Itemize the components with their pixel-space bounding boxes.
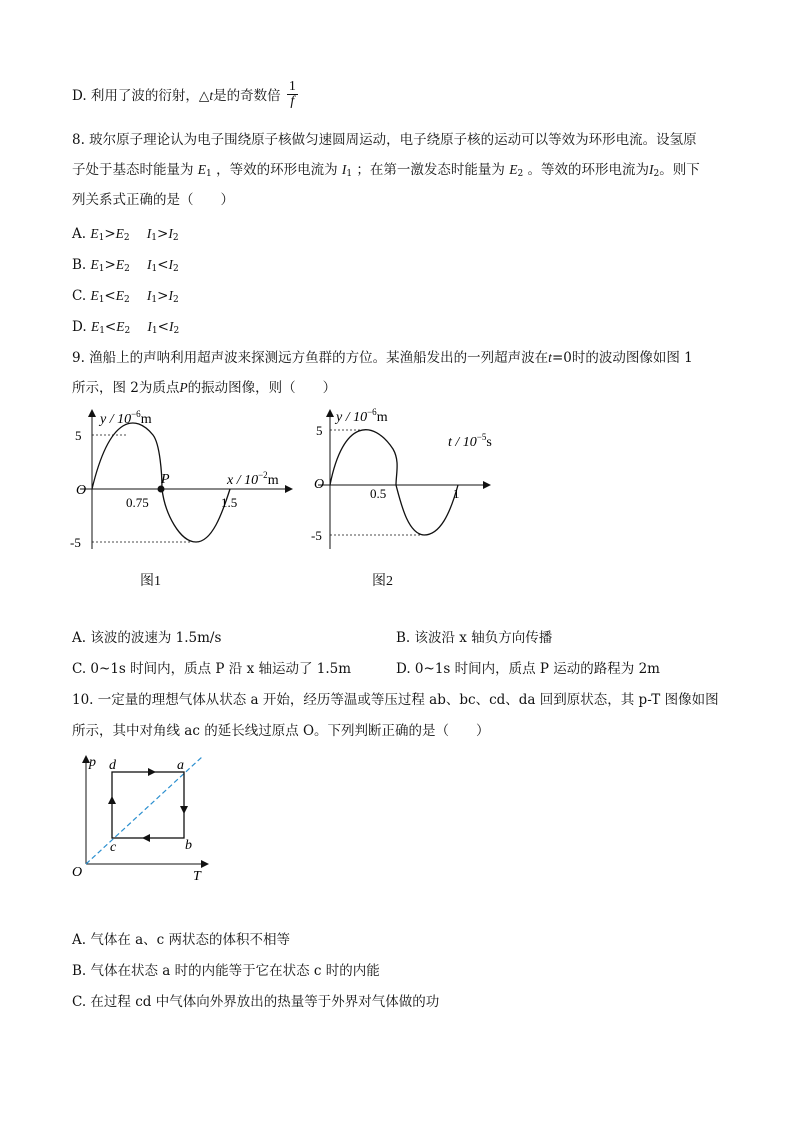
q10-option-a: A. 气体在 a、c 两状态的体积不相等	[72, 932, 291, 948]
q8-option-c-label: C.	[72, 288, 87, 304]
q9-text-a: 9. 渔船上的声呐利用超声波来探测远方鱼群的方位。某渔船发出的一列超声波在	[72, 350, 549, 366]
q8-stem-line2: 子处于基态时能量为 $E_1$ ，等效的环形电流为 $I_1$ ；在第一激发态时能量为 $E_2$ 。等效的环形电流为$I_2$。则下	[72, 162, 700, 179]
fraction-denominator: f	[290, 94, 295, 109]
fig2-xtick-1: 1	[453, 486, 460, 501]
q8-option-d-rel1: <	[104, 319, 117, 335]
q8-option-b: B. $E_1>E_2$ $I_1<I_2$	[72, 257, 179, 274]
q8-option-c-rel1: <	[104, 288, 116, 304]
q8-option-b-rel2: <	[157, 257, 169, 273]
q8-text-c: ；在第一激发态时能量为	[356, 162, 505, 178]
fig2-ylabel: y / $10^{-6}m$	[336, 407, 388, 425]
q10-pt-diagram	[66, 752, 216, 887]
fig2-vibration-curve	[330, 430, 458, 535]
q8-option-a-label: A.	[72, 226, 87, 242]
q7-option-d-prefix: D. 利用了波的衍射，△	[72, 88, 210, 104]
pt-origin-label: O	[72, 865, 83, 880]
q10-option-c: C. 在过程 cd 中气体向外界放出的热量等于外界对气体做的功	[72, 994, 440, 1010]
q8-option-b-rel1: >	[104, 257, 116, 273]
q8-option-b-label: B.	[72, 257, 87, 273]
q9-text-c: 所示，图 2为质点	[72, 380, 180, 396]
q8-stem-line3: 列关系式正确的是（ ）	[72, 192, 234, 208]
q8-option-a: A. $E_1>E_2$ $I_1>I_2$	[72, 226, 179, 243]
q8-e1-symbol: E	[197, 162, 207, 177]
q9-stem-line1	[72, 348, 693, 368]
q7-option-d-mid: 是的奇数倍	[213, 88, 281, 104]
pt-point-b: b	[185, 838, 192, 853]
q9-p-var: P	[179, 380, 188, 395]
pt-t-label: T	[193, 869, 201, 884]
q8-option-d-rel2: <	[157, 319, 169, 335]
fig1-xtick-075: 0.75	[126, 495, 149, 510]
fraction-1-over-f	[287, 80, 298, 109]
q9-text-d: 的振动图像，则（ ）	[187, 380, 337, 396]
q10-stem-line2: 所示，其中对角线 ac 的延长线过原点 O。下列判断正确的是（ ）	[72, 723, 490, 739]
q8-option-d: D. $E_1<E_2$ $I_1<I_2$	[72, 319, 180, 336]
q7-option-d-var: t	[209, 88, 214, 103]
q9-option-d: D. 0~1s 时间内，质点 P 运动的路程为 2m	[396, 661, 660, 677]
fig1-ytick-neg: -5	[70, 535, 81, 550]
q8-i1-symbol: I	[341, 162, 347, 177]
q8-text-a: 子处于基态时能量为	[72, 162, 194, 178]
fig2-caption: 图2	[372, 574, 393, 589]
fig1-ylabel: y / $10^{-6}m$	[100, 409, 152, 427]
q10-stem-line1: 10. 一定量的理想气体从状态 a 开始，经历等温或等压过程 ab、bc、cd、da 回到原状态，其 p-T 图像如图	[72, 692, 719, 708]
pt-point-a: a	[177, 758, 184, 773]
fig1-origin-label: O	[76, 483, 87, 498]
q8-option-d-label: D.	[72, 319, 87, 335]
q8-text-d: 。等效的环形电流为	[527, 162, 649, 178]
fig2-ytick-neg: -5	[311, 528, 322, 543]
q9-option-a: A. 该波的波速为 1.5m/s	[72, 630, 222, 646]
q8-text-b: ，等效的环形电流为	[216, 162, 338, 178]
q8-option-c: C. $E_1<E_2$ $I_1>I_2$	[72, 288, 179, 305]
q10-option-b: B. 气体在状态 a 时的内能等于它在状态 c 时的内能	[72, 963, 380, 979]
fig1-point-p-label: P	[161, 472, 170, 487]
q9-option-b: B. 该波沿 x 轴负方向传播	[396, 630, 553, 646]
pt-cycle-abcd	[112, 772, 184, 838]
fig1-ytick-pos: 5	[75, 428, 82, 443]
q9-figure-2-vibration-graph	[308, 404, 508, 554]
pt-point-d: d	[109, 758, 116, 773]
fraction-numerator: 1	[288, 79, 296, 94]
q9-option-c: C. 0~1s 时间内，质点 P 沿 x 轴运动了 1.5m	[72, 661, 352, 677]
pt-p-label: p	[89, 755, 96, 770]
q8-text-e: 。则下	[659, 162, 700, 178]
fig2-origin-label: O	[314, 477, 325, 492]
q7-option-d	[72, 79, 298, 111]
fig2-ytick-pos: 5	[316, 423, 323, 438]
fig1-xtick-15: 1.5	[221, 495, 238, 510]
q8-option-c-rel2: >	[157, 288, 169, 304]
q9-text-b: =0时的波动图像如图 1	[551, 350, 693, 366]
q8-option-a-rel1: >	[104, 226, 116, 242]
pt-point-c: c	[110, 840, 117, 855]
q8-stem-line1: 8. 玻尔原子理论认为电子围绕原子核做匀速圆周运动，电子绕原子核的运动可以等效为环形电流。设氢原	[72, 132, 697, 148]
q9-t-var: t	[548, 350, 552, 365]
fig1-caption: 图1	[140, 574, 161, 589]
q9-stem-line2	[72, 378, 336, 398]
q8-option-a-rel2: >	[157, 226, 169, 242]
fig2-xtick-05: 0.5	[370, 486, 387, 501]
q9-figure-1-wave-graph	[70, 404, 300, 554]
fig2-xlabel: t / $10^{-5}s$	[448, 432, 492, 450]
fig1-xlabel: x / $10^{-2}m$	[227, 470, 279, 488]
